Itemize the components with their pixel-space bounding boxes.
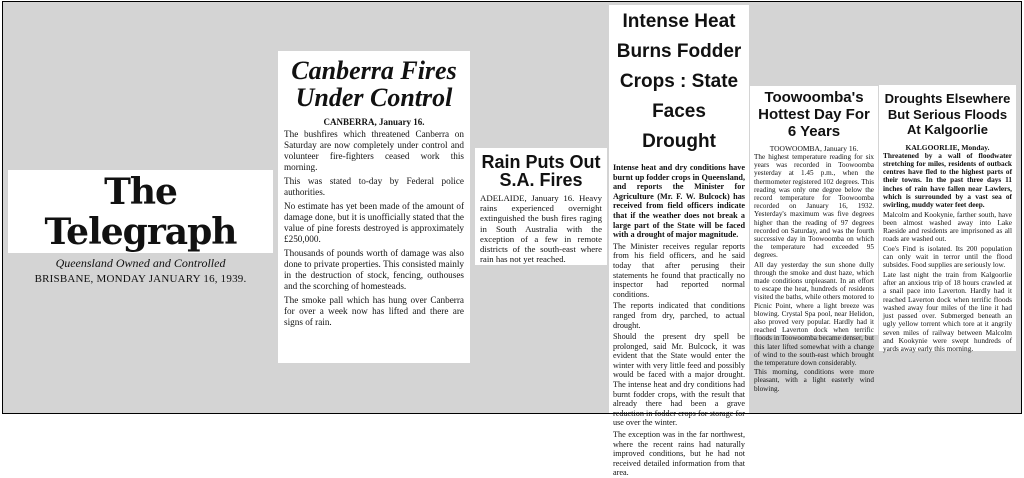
article-paragraph: Coe's Find is isolated. Its 200 population can only wait in terror until the flood subsides. Food supplies are seriously low.: [883, 243, 1012, 270]
intense-heat-article: [609, 5, 749, 478]
droughts-article: [879, 85, 1016, 354]
article-headline: Canberra Fires Under Control: [291, 56, 457, 112]
article-lead: Intense heat and dry conditions have burnt up fodder crops in Queensland, and reports the Minister for Agriculture (Mr. F. W. Bulcock) has received from field officers indicate that if the weather does not break a large part of the State will be faced with a drought of major magnitude.: [613, 163, 745, 240]
article-paragraph: ADELAIDE, January 16. Heavy rains experienced overnight extinguished the bush fires raging in South Australia with the exception of a few in remote districts of the south-east where rain has not yet reached.: [480, 193, 602, 265]
rain-article: [475, 148, 607, 265]
article-paragraph: Late last night the train from Kalgoorlie after an anxious trip of 18 hours crawled at a snail pace into Laverton. Hardly had it reached Laverton dock when terrific floods washed away four miles of the line it had just passed over. Submerged beneath an ugly yellow torrent which tore at it angrily seven miles of railway between Malcolm and Kookynie were swept hundreds of yards away early this morning.: [883, 269, 1012, 354]
article-paragraph: No estimate has yet been made of the amount of damage done, but it is unofficially stated that the value of pine forests destroyed is approximately £250,000.: [284, 201, 464, 244]
article-paragraph: Should the present dry spell be prolonged, said Mr. Bulcock, it was evident that the State would enter the winter with very little feed and possibly would be faced with a major drought. The intense heat and dry conditions had burnt fodder crops, with the result that already there had been a grave reduction in fodder crops for storage for use over the winter.: [613, 332, 745, 428]
article-headline: Rain Puts Out S.A. Fires: [481, 152, 601, 190]
article-paragraph: The reports indicated that conditions ranged from dry, parched, to actual drought.: [613, 301, 745, 330]
canberra-article: [278, 51, 470, 363]
article-dateline: KALGOORLIE, Monday.: [905, 142, 990, 152]
page-frame: [2, 1, 1022, 478]
article-paragraph: The highest temperature reading for six years was recorded in Toowoomba yesterday at 1.45 p.m., when the thermometer registered 102 degrees. This reading was only one degree below the record temperature for Toowoomba recorded on January 16, 1932. Yesterday's maximum was five degrees higher than the reading of 97 degrees recorded on Saturday, and was the fourth successive day in Toowoomba on which the temperature had exceeded 95 degrees.: [754, 153, 874, 260]
article-paragraph: The Minister receives regular reports from his field officers, and he said today that after perusing their statements he found that practically no inspector had reported normal conditions.: [613, 241, 745, 299]
toowoomba-article: [750, 86, 878, 393]
newspaper-logo: The Telegraph: [44, 171, 237, 253]
masthead-clipping: [8, 170, 273, 285]
article-paragraph: Thousands of pounds worth of damage was also done to private properties. This consisted mainly in the destruction of stock, fencing, outhouses and the scorching of homesteads.: [284, 248, 464, 291]
article-paragraph: This morning, conditions were more pleasant, with a light easterly wind blowing.: [754, 368, 874, 393]
article-headline: Droughts Elsewhere But Serious Floods At Kalgoorlie: [884, 91, 1011, 137]
article-headline: Toowoomba's Hottest Day For 6 Years: [758, 89, 870, 140]
article-lead: Threatened by a wall of floodwater stretching for miles, residents of outback centres have fled to the highest parts of their towns. In the past three days 11 inches of rain have fallen near Lawlers, which is surrounded by a vast sea of swirling, muddy water feet deep.: [883, 150, 1012, 210]
article-paragraph: This was stated to-day by Federal police authorities.: [284, 176, 464, 197]
article-dateline: CANBERRA, January 16.: [323, 117, 425, 127]
article-headline: Intense Heat Burns Fodder Crops : State Faces Drought: [616, 11, 742, 152]
masthead-tagline: Queensland Owned and Controlled: [55, 256, 226, 270]
article-paragraph: The exception was in the far northwest, where the recent rains had naturally improved conditions, but he had not received detailed information from that area.: [613, 430, 745, 478]
masthead-dateline: BRISBANE, MONDAY JANUARY 16, 1939.: [34, 273, 247, 285]
article-paragraph: The bushfires which threatened Canberra on Saturday are now completely under control and volunteer fire-fighters ceased work this morning.: [284, 129, 464, 172]
article-paragraph: All day yesterday the sun shone dully through the smoke and dust haze, which made conditions unpleasant. In an effort to escape the heat, hundreds of residents visited the baths, while others motored to Picnic Point, where a light breeze was blowing. Crystal Spa pool, near Helidon, also proved very popular. Hardly had it reached Laverton dock when terrific floods in Toowoomba became denser, but this later lifted somewhat with a change of wind to the south-east which brought the temperature down considerably.: [754, 260, 874, 368]
article-paragraph: Malcolm and Kookynie, farther south, have been almost washed away into Lake Raeside and residents are imprisoned as all roads are washed out.: [883, 209, 1012, 244]
article-dateline: TOOWOOMBA, January 16.: [769, 144, 859, 153]
article-paragraph: The smoke pall which has hung over Canberra for over a week now has lifted and there are signs of rain.: [284, 295, 464, 327]
